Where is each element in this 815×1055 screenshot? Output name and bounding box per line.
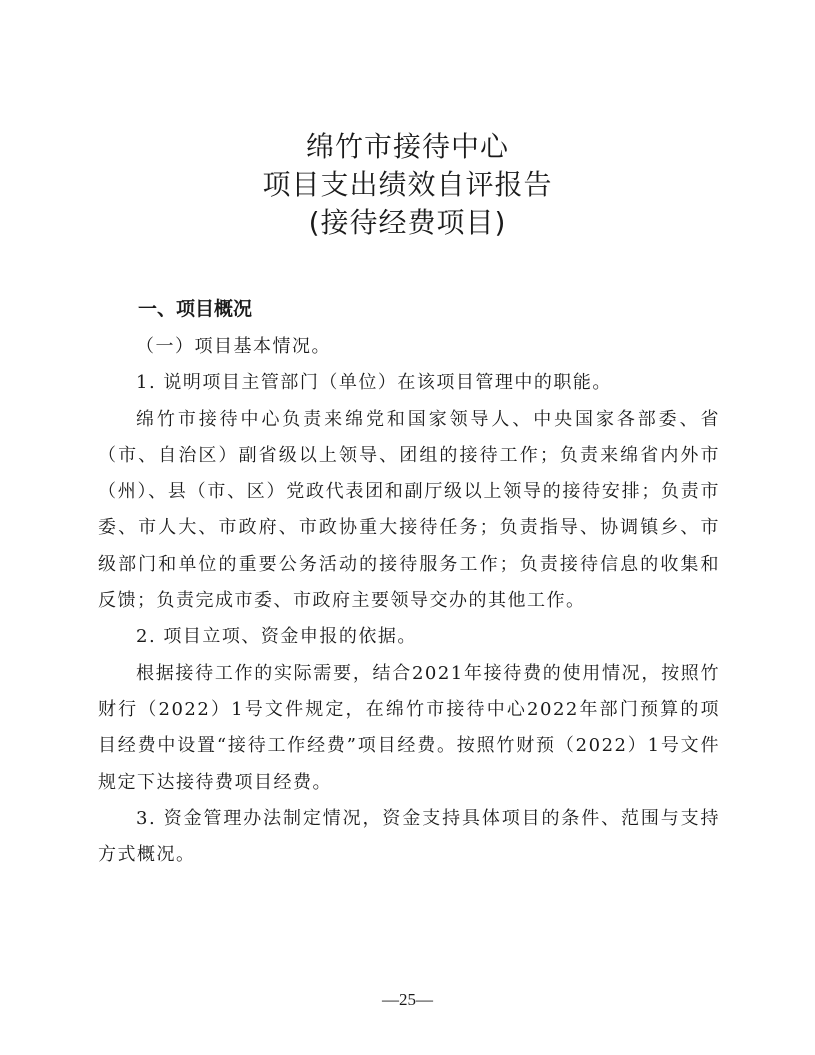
page-number: —25—	[382, 990, 433, 1009]
title-line-1: 绵竹市接待中心	[305, 130, 509, 163]
subheading: （一）项目基本情况。	[136, 336, 331, 357]
title-line-3: (接待经费项目)	[308, 206, 507, 239]
report-title	[0, 128, 815, 242]
item2-heading: 2. 项目立项、资金申报的依据。	[136, 626, 417, 648]
title-line-2: 项目支出绩效自评报告	[262, 168, 553, 201]
item1-heading: 1. 说明项目主管部门（单位）在该项目管理中的职能。	[136, 372, 612, 394]
section-body	[98, 329, 720, 873]
section-heading: 一、项目概况	[138, 298, 253, 320]
item1-body: 绵竹市接待中心负责来绵党和国家领导人、中央国家各部委、省（市、自治区）副省级以上领导、团组的接待工作；负责来绵省内外市（州）、县（市、区）党政代表团和副厅级以上领导的接待安排；负责市委、市人大、市政府、市政协重大接待任务；负责指导、协调镇乡、市级部门和单位的重要公务活动的接待服务工作；负责接待信息的收集和反馈；负责完成市委、市政府主要领导交办的其他工作。	[98, 408, 720, 612]
item2-body: 根据接待工作的实际需要，结合2021年接待费的使用情况，按照竹财行（2022）1号文件规定，在绵竹市接待中心2022年部门预算的项目经费中设置“接待工作经费”项目经费。按照竹财预（2022）1号文件规定下达接待费项目经费。	[98, 662, 720, 793]
item3-heading: 3. 资金管理办法制定情况，资金支持具体项目的条件、范围与支持方式概况。	[98, 807, 720, 866]
